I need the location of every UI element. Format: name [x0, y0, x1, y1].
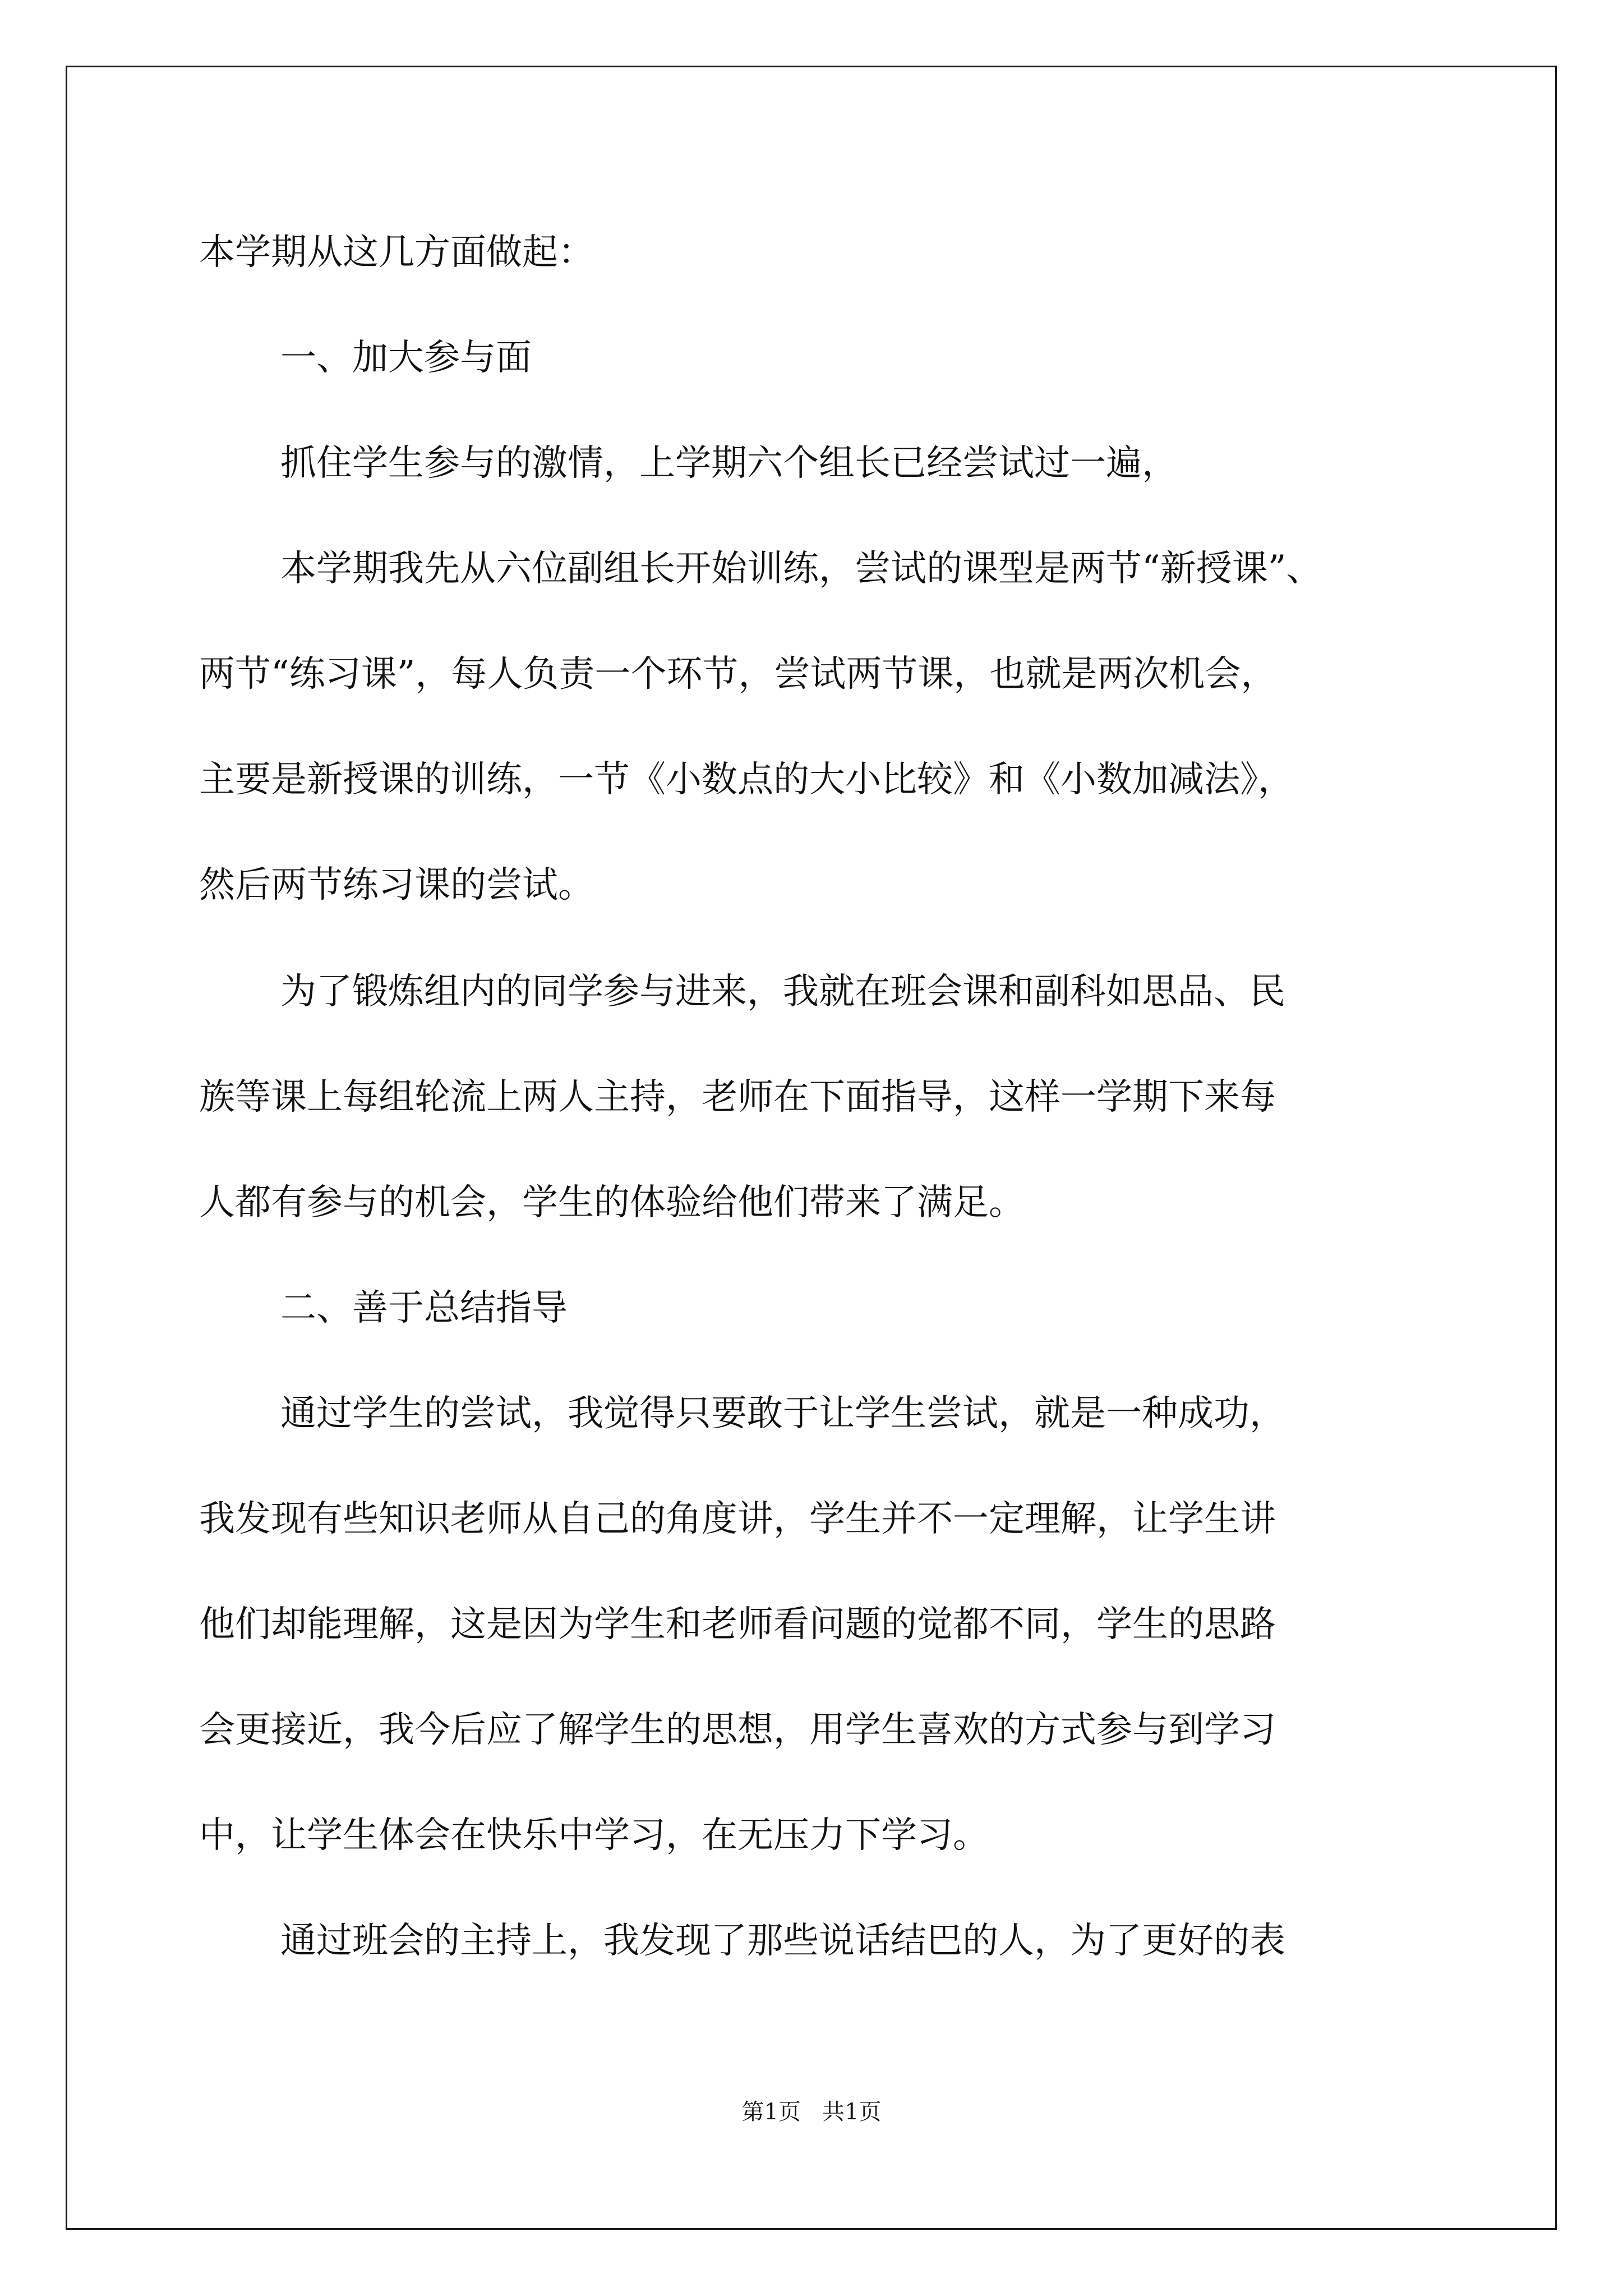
page-number-footer: 第1页 共1页: [741, 2099, 882, 2125]
section-heading: 二、善于总结指导: [280, 1287, 568, 1329]
text-line: 族等课上每组轮流上两人主持，老师在下面指导，这样一学期下来每: [199, 1076, 1276, 1118]
text-line: 为了锻炼组内的同学参与进来，我就在班会课和副科如思品、民: [280, 971, 1285, 1013]
text-line: 我发现有些知识老师从自己的角度讲，学生并不一定理解，让学生讲: [199, 1498, 1276, 1540]
text-line: 本学期从这几方面做起：: [199, 232, 594, 273]
text-line: 然后两节练习课的尝试。: [199, 864, 594, 906]
text-line: 通过班会的主持上，我发现了那些说话结巴的人，为了更好的表: [280, 1920, 1285, 1962]
text-line: 人都有参与的机会，学生的体验给他们带来了满足。: [199, 1182, 1025, 1223]
text-line: 主要是新授课的训练，一节《小数点的大小比较》和《小数加减法》，: [199, 759, 1294, 800]
text-line: 本学期我先从六位副组长开始训练，尝试的课型是两节“新授课”、: [280, 548, 1322, 590]
text-line: 中，让学生体会在快乐中学习，在无压力下学习。: [199, 1815, 989, 1856]
text-line: 他们却能理解，这是因为学生和老师看问题的觉都不同，学生的思路: [199, 1604, 1276, 1645]
text-line: 两节“练习课”，每人负责一个环节，尝试两节课，也就是两次机会，: [199, 654, 1277, 695]
section-heading: 一、加大参与面: [280, 337, 532, 379]
text-line: 抓住学生参与的激情，上学期六个组长已经尝试过一遍，: [280, 443, 1178, 484]
page-border: [66, 66, 1557, 2230]
text-line: 通过学生的尝试，我觉得只要敢于让学生尝试，就是一种成功，: [280, 1393, 1285, 1434]
text-line: 会更接近，我今后应了解学生的思想，用学生喜欢的方式参与到学习: [199, 1709, 1276, 1751]
